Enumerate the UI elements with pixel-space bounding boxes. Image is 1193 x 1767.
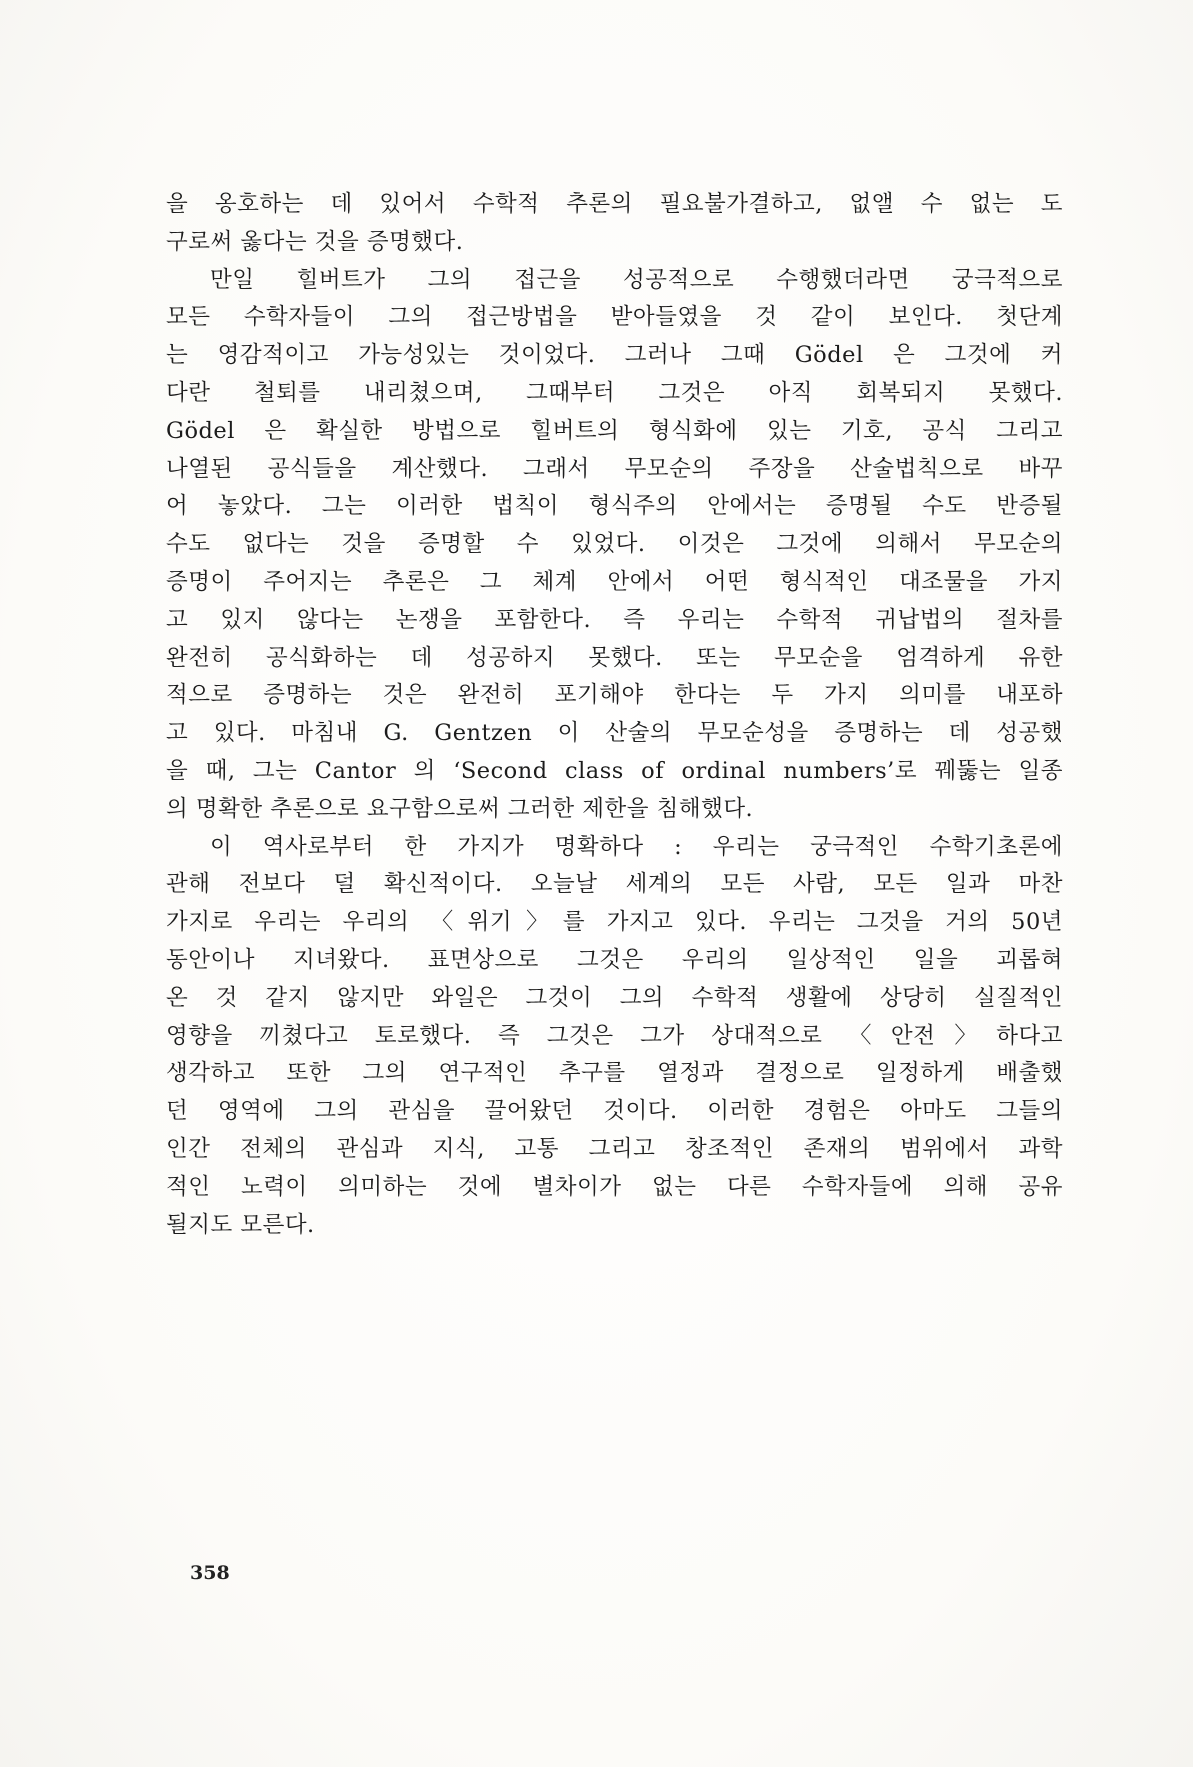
text-line: 는 영감적이고 가능성있는 것이었다. 그러나 그때 Gödel 은 그것에 커 — [166, 342, 1063, 369]
text-line: 인간 전체의 관심과 지식, 고통 그리고 창조적인 존재의 범위에서 과학 — [166, 1135, 1063, 1162]
text-line: 모든 수학자들이 그의 접근방법을 받아들였을 것 같이 보인다. 첫단계 — [166, 304, 1063, 331]
text-line: 적인 노력이 의미하는 것에 별차이가 없는 다른 수학자들에 의해 공유 — [166, 1173, 1063, 1200]
text-line: 완전히 공식화하는 데 성공하지 못했다. 또는 무모순을 엄격하게 유한 — [166, 644, 1063, 671]
text-line: 가지로 우리는 우리의 〈위기〉를 가지고 있다. 우리는 그것을 거의 50년 — [166, 909, 1063, 936]
text-line: 이 역사로부터 한 가지가 명확하다 : 우리는 궁극적인 수학기초론에 — [210, 833, 1063, 860]
text-line: 나열된 공식들을 계산했다. 그래서 무모순의 주장을 산술법칙으로 바꾸 — [166, 455, 1063, 482]
text-line: 을 때, 그는 Cantor 의 ‘Second class of ordinal numbers’로 꿰뚫는 일종 — [166, 757, 1063, 784]
text-line: 만일 힐버트가 그의 접근을 성공적으로 수행했더라면 궁극적으로 — [210, 266, 1063, 293]
text-line: 의 명확한 추론으로 요구함으로써 그러한 제한을 침해했다. — [166, 795, 754, 822]
text-line: 던 영역에 그의 관심을 끌어왔던 것이다. 이러한 경험은 아마도 그들의 — [166, 1098, 1063, 1125]
text-line: 온 것 같지 않지만 와일은 그것이 그의 수학적 생활에 상당히 실질적인 — [166, 984, 1063, 1011]
text-line: 구로써 옳다는 것을 증명했다. — [166, 228, 464, 255]
text-line: 고 있다. 마침내 G. Gentzen 이 산술의 무모순성을 증명하는 데 성공했 — [166, 720, 1063, 747]
text-line: 생각하고 또한 그의 연구적인 추구를 열정과 결정으로 일정하게 배출했 — [166, 1060, 1063, 1087]
text-line: Gödel 은 확실한 방법으로 힐버트의 형식화에 있는 기호, 공식 그리고 — [166, 417, 1063, 444]
text-line: 적으로 증명하는 것은 완전히 포기해야 한다는 두 가지 의미를 내포하 — [166, 682, 1063, 709]
body-text — [166, 186, 1063, 1244]
page-number: 358 — [190, 1562, 230, 1584]
text-line: 영향을 끼쳤다고 토로했다. 즉 그것은 그가 상대적으로 〈안전〉하다고 — [166, 1022, 1063, 1049]
text-line: 고 있지 않다는 논쟁을 포함한다. 즉 우리는 수학적 귀납법의 절차를 — [166, 606, 1063, 633]
text-line: 수도 없다는 것을 증명할 수 있었다. 이것은 그것에 의해서 무모순의 — [166, 531, 1063, 558]
text-line: 을 옹호하는 데 있어서 수학적 추론의 필요불가결하고, 없앨 수 없는 도 — [166, 191, 1063, 217]
text-line: 어 놓았다. 그는 이러한 법칙이 형식주의 안에서는 증명될 수도 반증될 — [166, 493, 1063, 520]
text-line: 증명이 주어지는 추론은 그 체계 안에서 어떤 형식적인 대조물을 가지 — [166, 568, 1063, 595]
text-line: 다란 철퇴를 내리쳤으며, 그때부터 그것은 아직 회복되지 못했다. — [166, 379, 1063, 406]
text-line: 관해 전보다 덜 확신적이다. 오늘날 세계의 모든 사람, 모든 일과 마찬 — [166, 871, 1063, 898]
text-line: 동안이나 지녀왔다. 표면상으로 그것은 우리의 일상적인 일을 괴롭혀 — [166, 946, 1063, 973]
text-line: 될지도 모른다. — [166, 1211, 315, 1238]
